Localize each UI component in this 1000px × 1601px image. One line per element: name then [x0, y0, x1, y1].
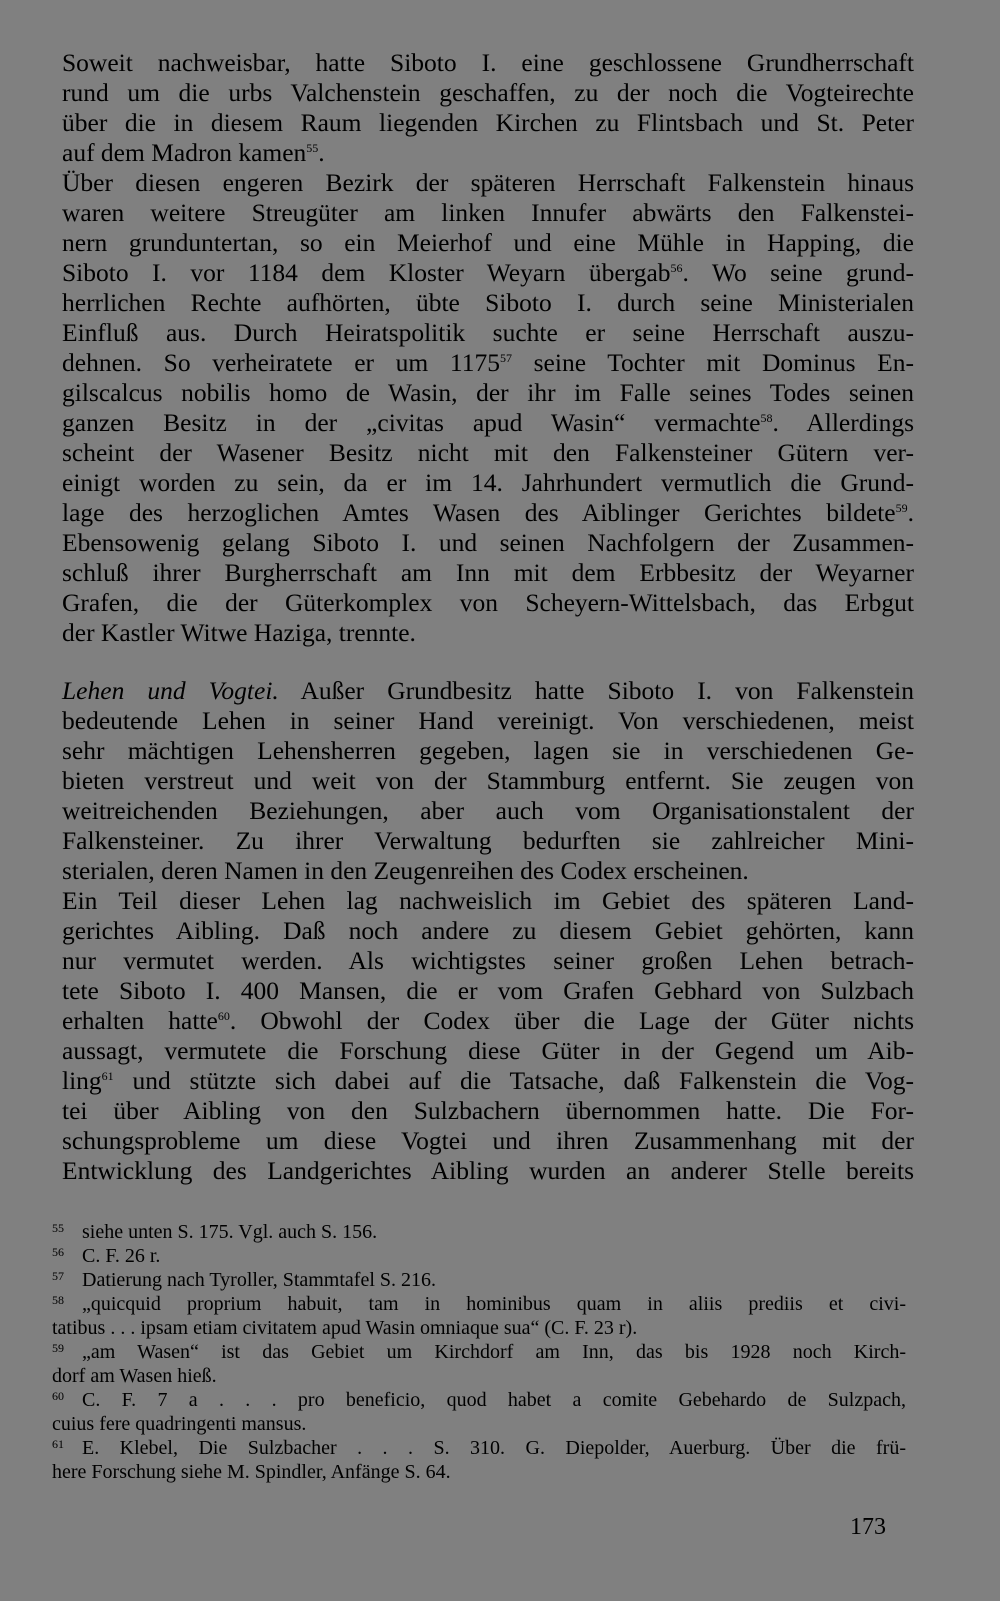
text-line: bieten verstreut und weit von der Stammburg entfernt. Sie zeugen von [62, 766, 914, 795]
footnote-60-cont: cuius fere quadringenti mansus. [52, 1413, 307, 1435]
footnote-ref-55[interactable]: 55 [306, 141, 319, 155]
text-line: über die in diesem Raum liegenden Kirchen zu Flintsbach und St. Peter [62, 108, 914, 137]
text-line: Entwicklung des Landgerichtes Aibling wurden an anderer Stelle bereits [62, 1156, 914, 1185]
text-line: Ebensowenig gelang Siboto I. und seinen Nachfolgern der Zusammen- [62, 528, 914, 557]
text-span: lage des herzoglichen Amtes Wasen des Aiblinger Gerichtes bildete [62, 498, 896, 527]
footnote-55: 55 siehe unten S. 175. Vgl. auch S. 156. [52, 1221, 378, 1243]
text-span: und stützte sich dabei auf die Tatsache, daß Falkenstein die Vog- [113, 1066, 914, 1095]
text-line: sehr mächtigen Lehensherren gegeben, lagen sie in verschiedenen Ge- [62, 736, 914, 765]
paragraph-3 [62, 676, 914, 886]
footnote-ref-61[interactable]: 61 [101, 1069, 114, 1083]
text-line: Ein Teil dieser Lehen lag nachweislich im Gebiet des späteren Land- [62, 886, 914, 915]
paragraph-gap [62, 648, 914, 676]
page-number: 173 [850, 1514, 886, 1540]
text-line: gerichtes Aibling. Daß noch andere zu diesem Gebiet gehörten, kann [62, 916, 914, 945]
text-line [62, 348, 914, 378]
footnote-58: 58 „quicquid proprium habuit, tam in hominibus quam in aliis prediis et civi- [52, 1293, 906, 1315]
text-line [62, 408, 914, 438]
main-text [62, 48, 914, 1186]
footnote-ref-58[interactable]: 58 [760, 411, 773, 425]
text-line: der Kastler Witwe Haziga, trennte. [62, 618, 416, 647]
text-line: aussagt, vermutete die Forschung diese Güter in der Gegend um Aib- [62, 1036, 914, 1065]
text-span: ganzen Besitz in der „civitas apud Wasin“ vermachte [62, 408, 761, 437]
footnote-61: 61 E. Klebel, Die Sulzbacher . . . S. 310. G. Diepolder, Auerburg. Über die frü- [52, 1437, 906, 1459]
text-line [62, 1006, 914, 1036]
text-span: . Obwohl der Codex über die Lage der Güter nichts [229, 1006, 914, 1035]
text-span: Siboto I. vor 1184 dem Kloster Weyarn übergab [62, 258, 671, 287]
text-line: scheint der Wasener Besitz nicht mit den Falkensteiner Gütern ver- [62, 438, 914, 467]
footnote-59-cont: dorf am Wasen hieß. [52, 1365, 217, 1387]
text-line: Soweit nachweisbar, hatte Siboto I. eine geschlossene Grundherrschaft [62, 48, 914, 77]
footnote-ref-57[interactable]: 57 [499, 351, 512, 365]
text-line: schluß ihrer Burgherrschaft am Inn mit dem Erbbesitz der Weyarner [62, 558, 914, 587]
text-line [62, 138, 914, 168]
footnote-58-cont: tatibus . . . ipsam etiam civitatem apud Wasin omniaque sua“ (C. F. 23 r). [52, 1317, 638, 1339]
paragraph-1 [62, 48, 914, 168]
paragraph-4 [62, 886, 914, 1186]
text-line [62, 258, 914, 288]
footnote-text: siehe unten S. 175. Vgl. auch S. 156. [82, 1221, 378, 1243]
footnote-ref-56[interactable]: 56 [670, 261, 683, 275]
text-line [62, 1066, 914, 1096]
text-span: Außer Grundbesitz hatte Siboto I. von Falkenstein [278, 676, 914, 705]
text-line: weitreichenden Beziehungen, aber auch vom Organisationstalent der [62, 796, 914, 825]
text-line: einigt worden zu sein, da er im 14. Jahrhundert vermutlich die Grund- [62, 468, 914, 497]
text-line: Falkensteiner. Zu ihrer Verwaltung bedurften sie zahlreicher Mini- [62, 826, 914, 855]
footnote-text: C. F. 26 r. [82, 1245, 161, 1267]
text-line: rund um die urbs Valchenstein geschaffen, zu der noch die Vogteirechte [62, 78, 914, 107]
text-span: . [907, 498, 914, 527]
text-line: sterialen, deren Namen in den Zeugenreihen des Codex erscheinen. [62, 856, 749, 885]
text-span: auf dem Madron kamen [62, 138, 307, 167]
text-span: . [318, 138, 325, 167]
footnote-text: „quicquid proprium habuit, tam in hominibus quam in aliis prediis et civi- [82, 1293, 906, 1315]
footnote-text: C. F. 7 a . . . pro beneficio, quod habet a comite Gebehardo de Sulzpach, [82, 1389, 906, 1411]
footnote-ref-60[interactable]: 60 [217, 1009, 230, 1023]
text-span: seine Tochter mit Dominus En- [511, 348, 914, 377]
footnote-61-cont: here Forschung siehe M. Spindler, Anfänge S. 64. [52, 1461, 451, 1483]
text-line: gilscalcus nobilis homo de Wasin, der ihr im Falle seines Todes seinen [62, 378, 914, 407]
text-line: tei über Aibling von den Sulzbachern übernommen hatte. Die For- [62, 1096, 914, 1125]
text-line: Einfluß aus. Durch Heiratspolitik suchte er seine Herrschaft auszu- [62, 318, 914, 347]
footnote-ref-59[interactable]: 59 [895, 501, 908, 515]
text-line: waren weitere Streugüter am linken Innufer abwärts den Falkenstei- [62, 198, 914, 227]
text-span: . Wo seine grund- [682, 258, 914, 287]
footnote-text: „am Wasen“ ist das Gebiet um Kirchdorf am Inn, das bis 1928 noch Kirch- [82, 1341, 906, 1363]
text-span: erhalten hatte [62, 1006, 218, 1035]
text-line: herrlichen Rechte aufhörten, übte Siboto I. durch seine Ministerialen [62, 288, 914, 317]
text-span: . Allerdings [772, 408, 915, 437]
footnote-60: 60 C. F. 7 a . . . pro beneficio, quod habet a comite Gebehardo de Sulzpach, [52, 1389, 906, 1411]
paragraph-2 [62, 168, 914, 648]
footnote-text: E. Klebel, Die Sulzbacher . . . S. 310. G. Diepolder, Auerburg. Über die frü- [82, 1437, 906, 1459]
text-line [62, 498, 914, 528]
text-span: ling [62, 1066, 102, 1095]
text-line: nur vermutet werden. Als wichtigstes seiner großen Lehen betrach- [62, 946, 914, 975]
text-line: schungsprobleme um diese Vogtei und ihren Zusammenhang mit der [62, 1126, 914, 1155]
text-span: dehnen. So verheiratete er um 1175 [62, 348, 500, 377]
section-heading: Lehen und Vogtei. [62, 676, 279, 705]
footnote-56: 56 C. F. 26 r. [52, 1245, 161, 1267]
footnote-text: Datierung nach Tyroller, Stammtafel S. 216. [82, 1269, 437, 1291]
footnote-57: 57 Datierung nach Tyroller, Stammtafel S. 216. [52, 1269, 437, 1291]
text-line [62, 676, 914, 706]
footnote-59: 59 „am Wasen“ ist das Gebiet um Kirchdorf am Inn, das bis 1928 noch Kirch- [52, 1341, 906, 1363]
text-line: bedeutende Lehen in seiner Hand vereinigt. Von verschiedenen, meist [62, 706, 914, 735]
text-line: tete Siboto I. 400 Mansen, die er vom Grafen Gebhard von Sulzbach [62, 976, 914, 1005]
footnotes [52, 1220, 906, 1484]
text-line: nern grunduntertan, so ein Meierhof und eine Mühle in Happing, die [62, 228, 914, 257]
text-line: Grafen, die der Güterkomplex von Scheyern-Wittelsbach, das Erbgut [62, 588, 914, 617]
text-line: Über diesen engeren Bezirk der späteren Herrschaft Falkenstein hinaus [62, 168, 914, 197]
